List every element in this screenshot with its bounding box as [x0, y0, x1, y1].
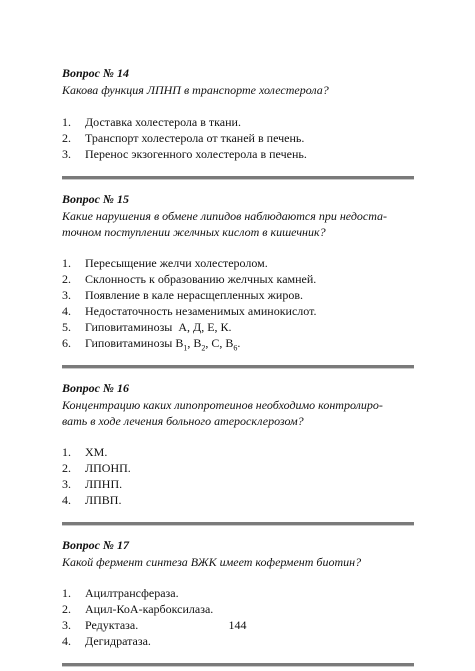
- answer-number: 4.: [62, 493, 71, 507]
- answer-text: Ацил-КоА-карбоксилаза.: [85, 602, 214, 616]
- divider: [62, 663, 414, 667]
- answer-number: 4.: [62, 304, 71, 318]
- answer-item: [62, 319, 414, 335]
- answer-text-part: .: [237, 336, 241, 350]
- answer-number: 1.: [62, 256, 71, 270]
- page-content: [62, 50, 414, 667]
- answer-item: [62, 146, 414, 162]
- subscript: 6: [233, 343, 238, 353]
- answer-text-part: , В: [187, 336, 202, 350]
- divider: [62, 522, 414, 526]
- answer-number: 3.: [62, 288, 71, 302]
- answer-item: [62, 303, 414, 319]
- answer-text: Ацилтрансфераза.: [85, 586, 179, 600]
- question-text: [62, 397, 414, 429]
- answer-number: 4.: [62, 634, 71, 648]
- question-text-line: точном поступлении желчных кислот в кишечник?: [62, 225, 326, 239]
- answer-list: [62, 585, 414, 649]
- answer-text: Гиповитаминозы А, Д, Е, К.: [85, 320, 232, 334]
- subscript: 1: [183, 343, 188, 353]
- answer-number: 2.: [62, 272, 71, 286]
- question-title: Вопрос № 16: [62, 381, 129, 395]
- answer-text: Доставка холестерола в ткани.: [85, 115, 241, 129]
- answer-item: [62, 114, 414, 130]
- answer-text: Перенос экзогенного холестерола в печень.: [85, 147, 307, 161]
- answer-text: Редуктаза.: [85, 618, 139, 632]
- answer-list: [62, 114, 414, 162]
- question-text: Какова функция ЛПНП в транспорте холестерола?: [62, 83, 329, 97]
- answer-text: Пересыщение желчи холестеролом.: [85, 256, 268, 270]
- question-text: [62, 208, 414, 240]
- answer-item: [62, 130, 414, 146]
- answer-list: [62, 444, 414, 508]
- divider: [62, 365, 414, 369]
- answer-text: ЛПНП.: [85, 477, 123, 491]
- answer-item: [62, 476, 414, 492]
- answer-item: [62, 335, 414, 351]
- question-text-line: вать в ходе лечения больного атеросклерозом?: [62, 414, 304, 428]
- page-number: 144: [228, 618, 247, 632]
- answer-text: ХМ.: [85, 445, 108, 459]
- question-title: Вопрос № 15: [62, 192, 129, 206]
- question-block-17: [62, 538, 414, 649]
- subscript: 2: [201, 343, 206, 353]
- answer-text-part: , С, В: [205, 336, 234, 350]
- question-title: Вопрос № 14: [62, 66, 129, 80]
- answer-item: [62, 585, 414, 601]
- answer-number: 1.: [62, 115, 71, 129]
- question-text-line: Какие нарушения в обмене липидов наблюдаются при недоста-: [62, 209, 388, 223]
- answer-number: 2.: [62, 131, 71, 145]
- question-text: Какой фермент синтеза ВЖК имеет кофермент биотин?: [62, 555, 362, 569]
- answer-number: 2.: [62, 461, 71, 475]
- answer-item: [62, 460, 414, 476]
- answer-text: Появление в кале нерасщепленных жиров.: [85, 288, 303, 302]
- answer-number: 3.: [62, 147, 71, 161]
- answer-number: 6.: [62, 336, 71, 350]
- answer-number: 1.: [62, 586, 71, 600]
- answer-text: [85, 335, 240, 351]
- answer-number: 2.: [62, 602, 71, 616]
- answer-text: Дегидратаза.: [85, 634, 151, 648]
- answer-text: Недостаточность незаменимых аминокислот.: [85, 304, 317, 318]
- answer-item: [62, 444, 414, 460]
- answer-item: [62, 633, 414, 649]
- answer-item: [62, 271, 414, 287]
- answer-item: [62, 287, 414, 303]
- answer-text: Склонность к образованию желчных камней.: [85, 272, 317, 286]
- answer-text-part: Гиповитаминозы В: [85, 336, 184, 350]
- question-text-line: Концентрацию каких липопротеинов необходимо контролиро-: [62, 398, 383, 412]
- question-title: Вопрос № 17: [62, 538, 129, 552]
- answer-text: ЛПОНП.: [85, 461, 131, 475]
- answer-text: ЛПВП.: [85, 493, 122, 507]
- answer-number: 3.: [62, 477, 71, 491]
- answer-item: [62, 255, 414, 271]
- answer-item: [62, 601, 414, 617]
- question-block-15: [62, 192, 414, 351]
- answer-text: Транспорт холестерола от тканей в печень.: [85, 131, 305, 145]
- answer-number: 5.: [62, 320, 71, 334]
- divider: [62, 176, 414, 180]
- answer-list: [62, 255, 414, 351]
- question-block-14: [62, 66, 414, 162]
- answer-number: 3.: [62, 618, 71, 632]
- question-block-16: [62, 381, 414, 508]
- answer-item: [62, 492, 414, 508]
- answer-number: 1.: [62, 445, 71, 459]
